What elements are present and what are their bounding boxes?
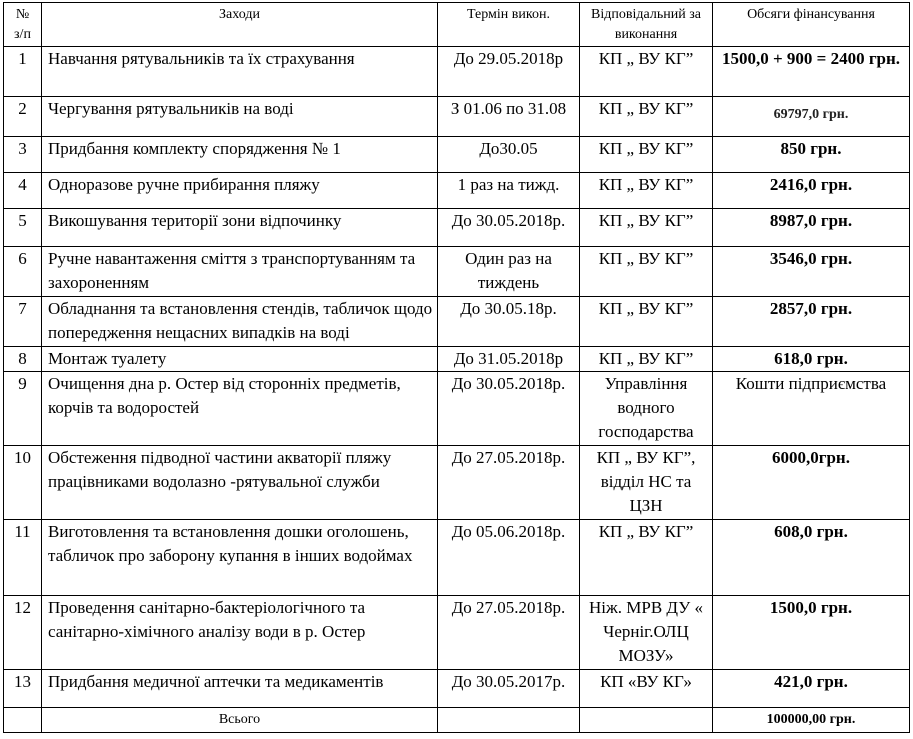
row-task: Проведення санітарно-бактеріологічного та санітарно-хімічного аналізу води в р. Остер (42, 596, 438, 670)
row-task: Придбання комплекту спорядження № 1 (42, 137, 438, 173)
row-term: До30.05 (438, 137, 580, 173)
row-term: До 05.06.2018р. (438, 520, 580, 596)
row-term: З 01.06 по 31.08 (438, 97, 580, 137)
row-task: Монтаж туалету (42, 347, 438, 372)
row-term: До 29.05.2018р (438, 47, 580, 97)
table-row (4, 520, 910, 596)
table-row (4, 670, 910, 708)
row-num: 9 (4, 372, 42, 446)
row-responsible: КП „ ВУ КГ” (580, 247, 713, 297)
row-num: 10 (4, 446, 42, 520)
header-term: Термін викон. (438, 3, 580, 47)
row-responsible: КП „ ВУ КГ” (580, 173, 713, 209)
row-funding: 2857,0 грн. (713, 297, 910, 347)
table-row (4, 446, 910, 520)
table-row (4, 596, 910, 670)
row-task: Ручне навантаження сміття з транспортуванням та захороненням (42, 247, 438, 297)
header-funding: Обсяги фінансування (713, 3, 910, 47)
row-funding: 608,0 грн. (713, 520, 910, 596)
row-task: Навчання рятувальників та їх страхування (42, 47, 438, 97)
row-num: 3 (4, 137, 42, 173)
total-value: 100000,00 грн. (713, 708, 910, 733)
total-row (4, 708, 910, 733)
row-task: Обстеження підводної частини акваторії пляжу працівниками водолазно -рятувальної служби (42, 446, 438, 520)
row-responsible: Управління водного господарства (580, 372, 713, 446)
row-term: До 27.05.2018р. (438, 446, 580, 520)
row-funding: 850 грн. (713, 137, 910, 173)
row-funding: 2416,0 грн. (713, 173, 910, 209)
row-task: Викошування території зони відпочинку (42, 209, 438, 247)
row-num: 7 (4, 297, 42, 347)
row-term: Один раз на тиждень (438, 247, 580, 297)
table-row (4, 47, 910, 97)
row-responsible: КП „ ВУ КГ” (580, 297, 713, 347)
row-responsible: КП „ ВУ КГ” (580, 47, 713, 97)
header-responsible: Відповідальний за виконання (580, 3, 713, 47)
row-term: До 27.05.2018р. (438, 596, 580, 670)
table-row (4, 372, 910, 446)
row-responsible: Ніж. МРВ ДУ « Черніг.ОЛЦ МОЗУ» (580, 596, 713, 670)
total-term-empty (438, 708, 580, 733)
row-responsible: КП „ ВУ КГ” (580, 97, 713, 137)
row-responsible: КП „ ВУ КГ” (580, 347, 713, 372)
row-term: До 30.05.2018р. (438, 372, 580, 446)
row-num: 2 (4, 97, 42, 137)
row-num: 13 (4, 670, 42, 708)
row-responsible: КП „ ВУ КГ” (580, 520, 713, 596)
row-responsible: КП „ ВУ КГ” (580, 137, 713, 173)
header-num: № з/п (4, 3, 42, 47)
row-term: До 30.05.2018р. (438, 209, 580, 247)
row-responsible: КП «ВУ КГ» (580, 670, 713, 708)
table-header-row (4, 3, 910, 47)
row-task: Обладнання та встановлення стендів, табличок щодо попередження нещасних випадків на воді (42, 297, 438, 347)
row-task: Очищення дна р. Остер від сторонніх предметів, корчів та водоростей (42, 372, 438, 446)
funding-table (3, 2, 910, 733)
header-task: Заходи (42, 3, 438, 47)
total-num-empty (4, 708, 42, 733)
row-task: Чергування рятувальників на воді (42, 97, 438, 137)
table-row (4, 247, 910, 297)
row-term: До 30.05.2017р. (438, 670, 580, 708)
row-task: Виготовлення та встановлення дошки оголошень, табличок про заборону купання в інших водоймах (42, 520, 438, 596)
row-term: До 30.05.18р. (438, 297, 580, 347)
row-num: 12 (4, 596, 42, 670)
table-row (4, 297, 910, 347)
row-term: 1 раз на тижд. (438, 173, 580, 209)
row-responsible: КП „ ВУ КГ”, відділ НС та ЦЗН (580, 446, 713, 520)
total-label: Всього (42, 708, 438, 733)
row-responsible: КП „ ВУ КГ” (580, 209, 713, 247)
table-row (4, 137, 910, 173)
row-funding: 3546,0 грн. (713, 247, 910, 297)
row-funding: 8987,0 грн. (713, 209, 910, 247)
row-num: 8 (4, 347, 42, 372)
row-funding: 421,0 грн. (713, 670, 910, 708)
row-task: Одноразове ручне прибирання пляжу (42, 173, 438, 209)
row-funding: 1500,0 + 900 = 2400 грн. (713, 47, 910, 97)
row-num: 6 (4, 247, 42, 297)
row-funding: 6000,0грн. (713, 446, 910, 520)
row-funding: 1500,0 грн. (713, 596, 910, 670)
row-num: 4 (4, 173, 42, 209)
row-num: 5 (4, 209, 42, 247)
row-funding: 618,0 грн. (713, 347, 910, 372)
table-row (4, 209, 910, 247)
table-row (4, 97, 910, 137)
row-num: 11 (4, 520, 42, 596)
total-responsible-empty (580, 708, 713, 733)
row-task: Придбання медичної аптечки та медикаментів (42, 670, 438, 708)
row-term: До 31.05.2018р (438, 347, 580, 372)
row-num: 1 (4, 47, 42, 97)
table-row (4, 173, 910, 209)
table-row (4, 347, 910, 372)
row-funding: 69797,0 грн. (713, 97, 910, 137)
row-funding: Кошти підприємства (713, 372, 910, 446)
